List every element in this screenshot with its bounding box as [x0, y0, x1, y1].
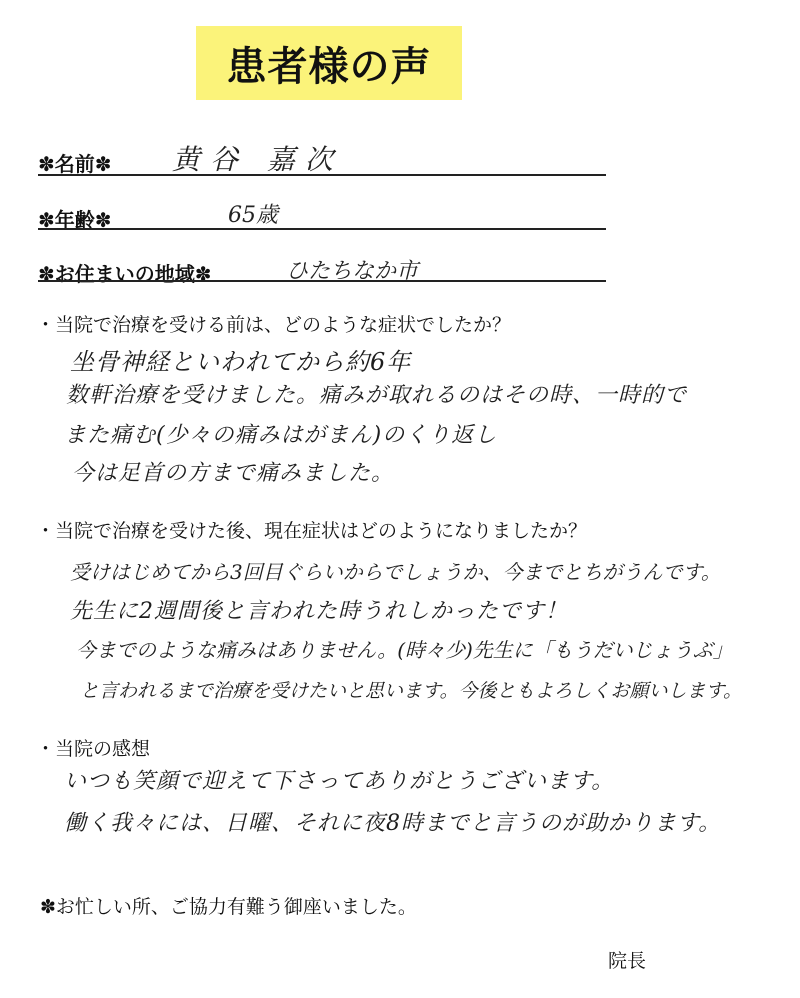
director-signature: 院長 [608, 950, 647, 972]
name-underline [38, 174, 606, 176]
answer-impressions-line-2: 働く我々には、日曜、それに夜8時までと言うのが助かります。 [64, 811, 722, 836]
answer-after-line-1: 受けはじめてから3回目ぐらいからでしょうか、今までとちがうんです。 [70, 560, 721, 584]
page-title: 患者様の声 [226, 43, 432, 90]
age-underline [38, 228, 606, 230]
area-value: ひたちなか市 [286, 259, 419, 284]
answer-after-line-3: 今までのような痛みはありません。(時々少)先生に「もうだいじょうぶ」 [76, 638, 733, 662]
age-label: ✽年齢✽ [38, 208, 112, 232]
area-label: ✽お住まいの地域✽ [38, 262, 212, 286]
answer-before-line-4: 今は足首の方まで痛みました。 [72, 461, 395, 486]
name-label: ✽名前✽ [38, 152, 112, 176]
answer-after-line-4: と言われるまで治療を受けたいと思います。今後ともよろしくお願いします。 [80, 680, 742, 702]
question-after-treatment: ・当院で治療を受けた後、現在症状はどのようになりましたか？ [36, 520, 588, 542]
area-underline [38, 280, 606, 282]
name-value: 黄谷 嘉次 [172, 143, 343, 176]
question-impressions: ・当院の感想 [36, 738, 151, 760]
answer-impressions-line-1: いつも笑顔で迎えて下さってありがとうございます。 [64, 769, 615, 794]
answer-before-line-1: 坐骨神経といわれてから約6年 [70, 348, 412, 376]
answer-before-line-2: 数軒治療を受けました。痛みが取れるのはその時、一時的で [66, 383, 688, 408]
age-value: 65歳 [228, 203, 278, 228]
title-banner [196, 26, 462, 100]
answer-before-line-3: また痛む(少々の痛みはがまん)のくり返し [64, 423, 498, 448]
answer-after-line-2: 先生に2週間後と言われた時うれしかったです！ [70, 599, 568, 624]
closing-message: ✽お忙しい所、ご協力有難う御座いました。 [40, 896, 417, 918]
question-before-treatment: ・当院で治療を受ける前は、どのような症状でしたか？ [36, 314, 512, 336]
